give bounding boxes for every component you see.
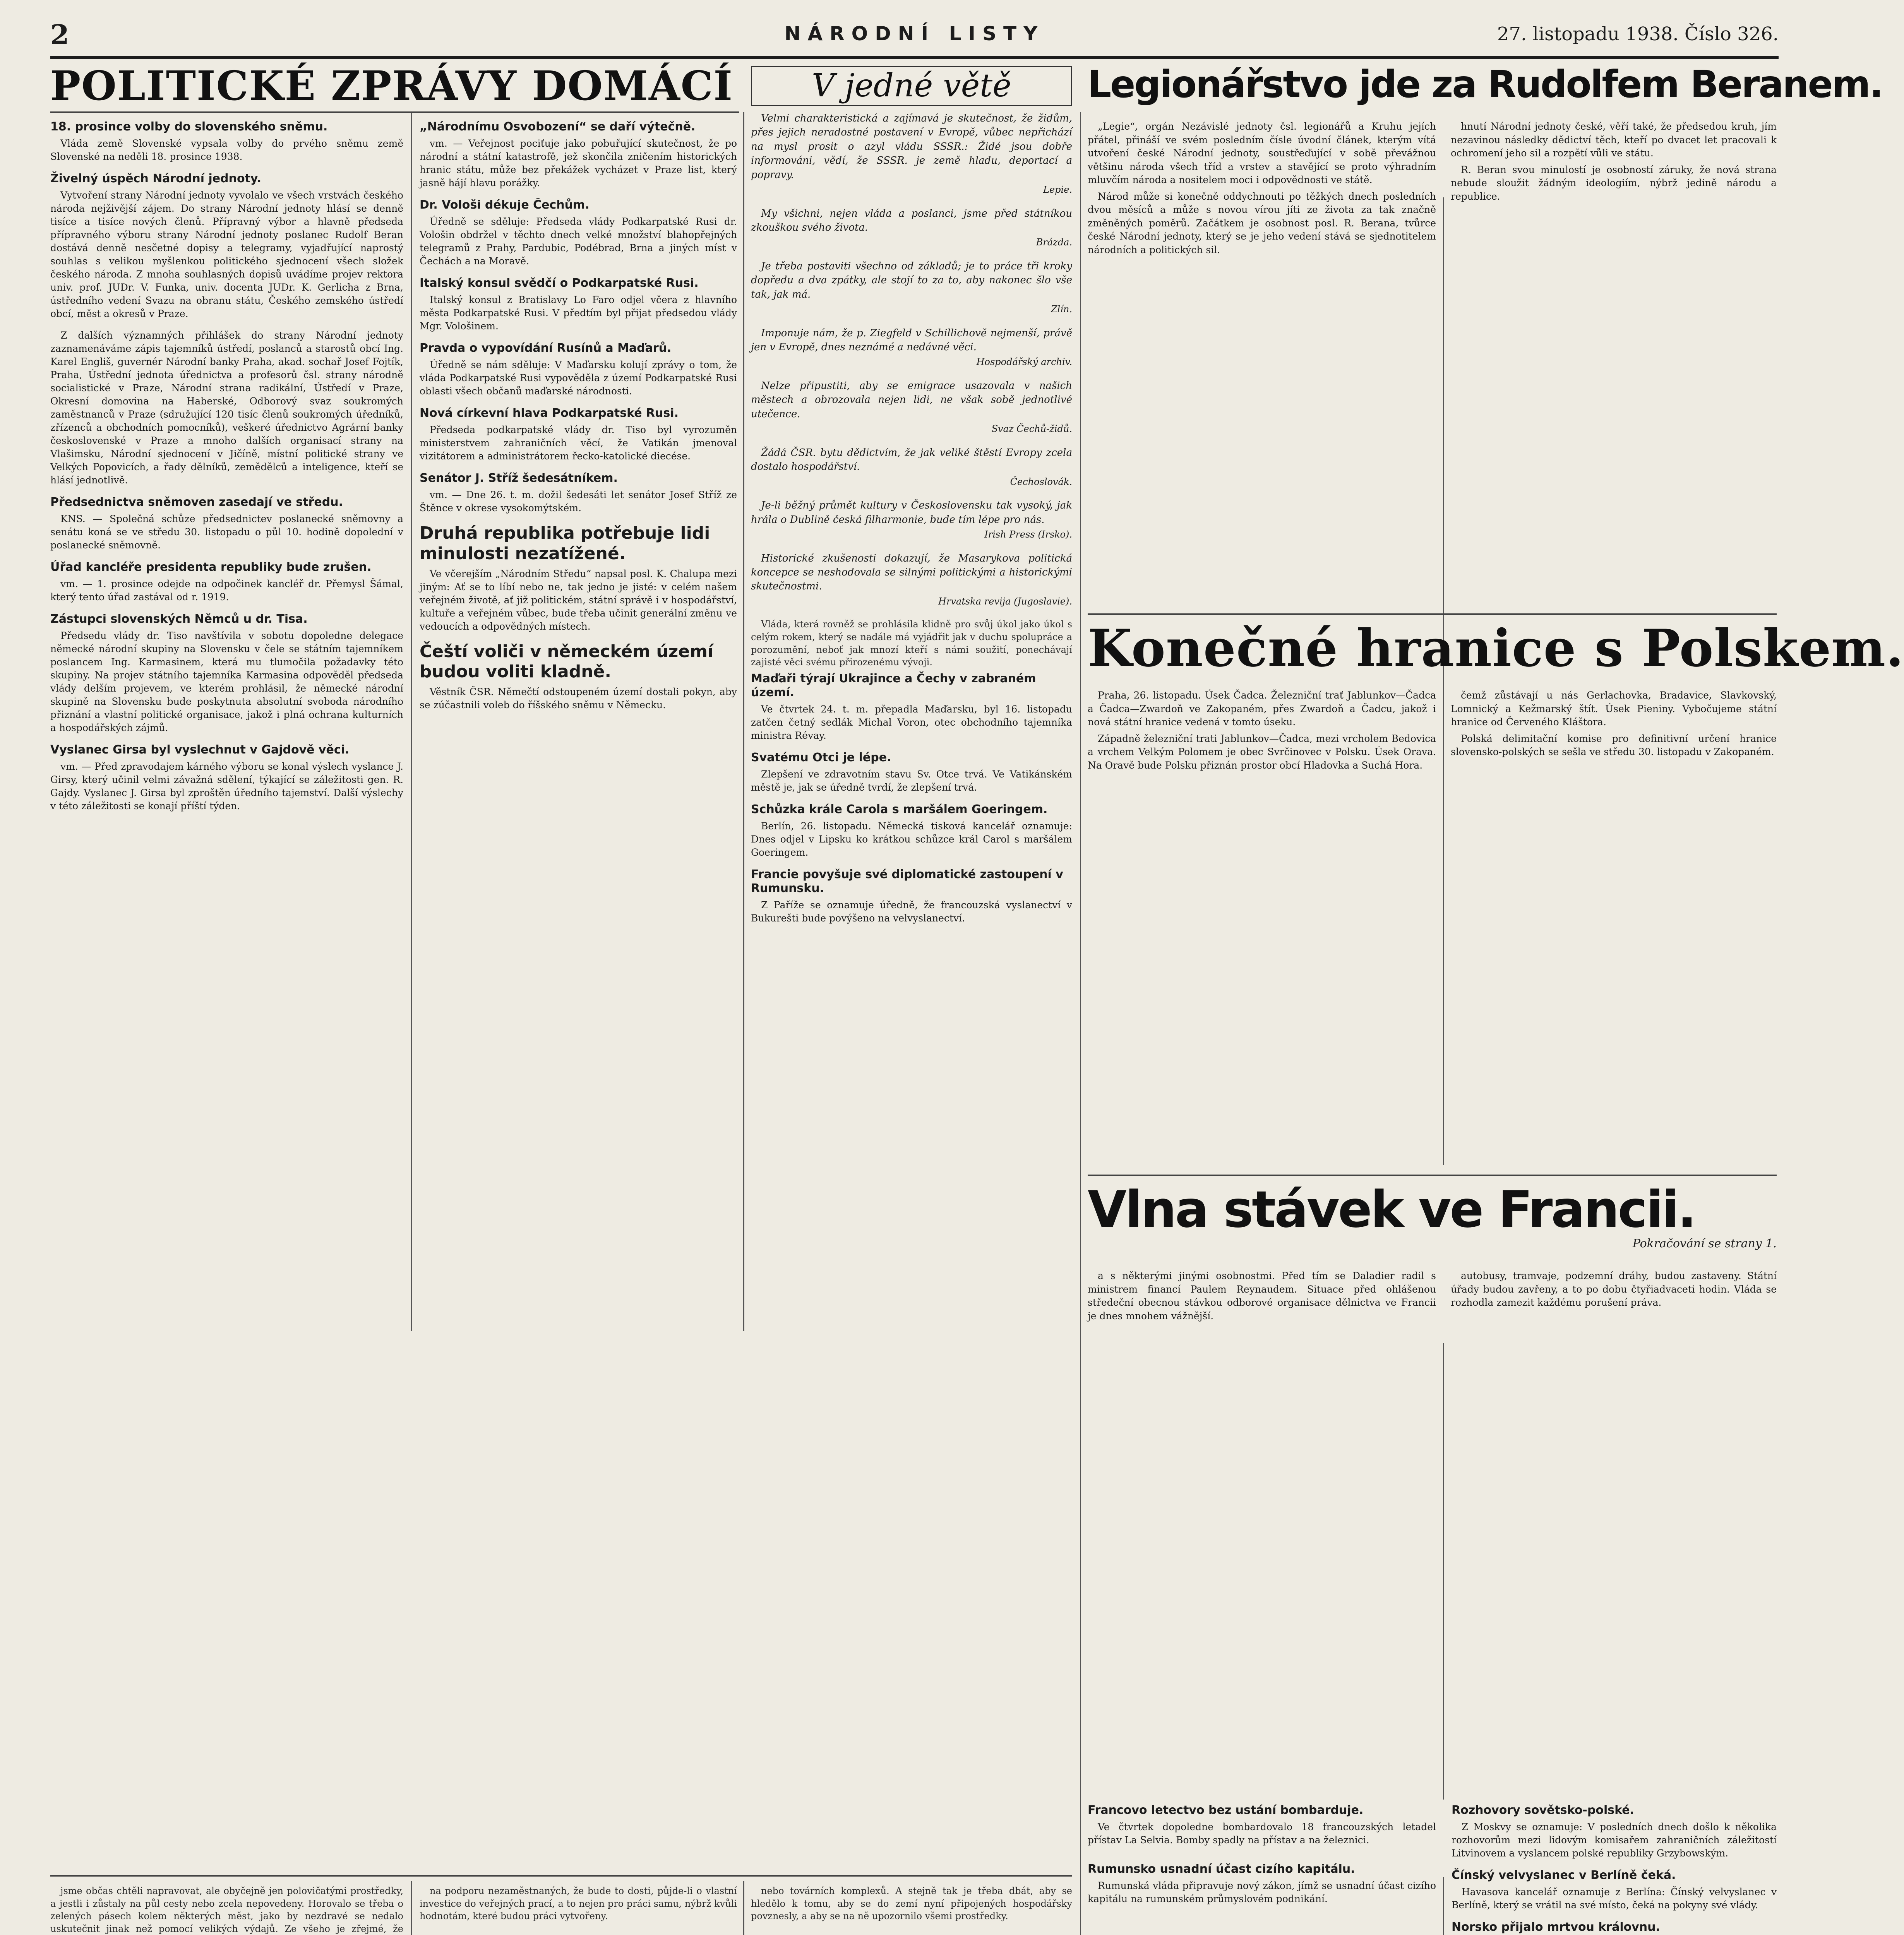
column-divider <box>743 112 744 1331</box>
strikes-article <box>1088 1180 1777 1800</box>
column-divider <box>743 1881 744 1935</box>
column-divider <box>1080 112 1081 1935</box>
article-title: „Národnímu Osvobození“ se daří výtečně. <box>420 120 696 134</box>
article-body: Předsedu vlády dr. Tiso navštívila v sobotu dopoledne delegace německé národní skupiny na Slovensku v čele se státním tajemníkem poslancem Ing. Karmasinem, která mu tlumočila požadavky této skupiny. Na projev státního tajemníka Karmasina odpověděl předseda vlády delším projevem, ve kterém prohlásil, že německé národní skupině na Slovensku bude poskytnuta absolutní svoboda národního přiznání a vlastní politické organisace, jakož i plná ochrana kulturních a hospodářských zájmů. <box>50 630 403 733</box>
article-title: Rumunsko usnadní účast cizího kapitálu. <box>1088 1862 1355 1876</box>
article-title: Francie povyšuje své diplomatické zastoupení v Rumunsku. <box>751 867 1063 895</box>
article-body: Berlín, 26. listopadu. Německá tisková kancelář oznamuje: Dnes odjel v Lipsku ko krátkou schůzce král Carol s maršálem Goeringem. <box>751 820 1072 858</box>
quote-item: Je třeba postaviti všechno od základů; je to práce tři kroky dopředu a dva zpátky, ale stojí to za to, aby nakonec šlo vše tak, jak má. <box>751 260 1072 300</box>
article-body: Věstník ČSR. Němečtí odstoupeném území dostali pokyn, aby se zúčastnili voleb do říšského sněmu v Německu. <box>420 686 737 711</box>
article-body: Z dalších významných přihlášek do strany Národní jednoty zaznamenáváme zápis tajemníků ústředí, poslanců a starostů obcí Ing. Karel Engliš, guvernér Národní banky Praha, akad. sochař Josef Fojtík, Praha, Ústřední jednota úřednictva a profesorů čsl. strany národně socialistické v Praze, Národní strana radikální, Ústředí v Praze, Okresní domovina na Haberské, Odborový svaz soukromých zaměstnanců v Praze (sdružující 120 tisíc členů soukromých úředníků, zřízenců a obchodních pomocníků), veškeré úřednictvo Agrární banky československé v Praze a mnoho dalších organisací strany na Vlašimsku, Národní sjednocení v Jičíně, místní politické strany ve Velkých Popovicích, a řady dělníků, zemědělců a inteligence, kteří se hlásí jednotlivě. <box>50 330 403 486</box>
quote-source: Zlín. <box>1051 304 1072 315</box>
quote-item: Historické zkušenosti dokazují, že Masarykova politická koncepce se neshodovala se silnými politickými a historickými skutečnostmi. <box>751 552 1072 592</box>
column-title: V jedné větě <box>812 67 1011 104</box>
right-lower-col-b <box>1452 1803 1777 1935</box>
column-2 <box>420 120 737 1331</box>
article-title: Italský konsul svědčí o Podkarpatské Rusi. <box>420 276 699 290</box>
quote-item: My všichni, nejen vláda a poslanci, jsme před státníkou zkouškou svého života. <box>751 207 1072 233</box>
article-title: Nová církevní hlava Podkarpatské Rusi. <box>420 406 679 420</box>
article-title: Zástupci slovenských Němců u dr. Tisa. <box>50 612 308 626</box>
article-body: Z Paříže se oznamuje úředně, že francouzská vyslanectví v Bukurešti bude povýšeno na velvyslanectví. <box>751 899 1072 924</box>
bottom-column-2: na podporu nezaměstnaných, že bude to dosti, půjde-li o vlastní investice do veřejných prací, a to nejen pro práci samu, nýbrž kvůli hodnotám, které budou práci vytvořeny. <box>420 1885 737 1922</box>
article-title: Svatému Otci je lépe. <box>751 750 891 764</box>
quote-source: Brázda. <box>1036 237 1072 248</box>
article-rule <box>1088 613 1777 615</box>
quote-source: Hospodářský archiv. <box>976 356 1072 368</box>
poland-article <box>1088 618 1904 1173</box>
column-divider <box>411 112 412 1331</box>
section-header <box>50 62 739 112</box>
article <box>420 471 737 515</box>
article-title: Maďaři týrají Ukrajince a Čechy v zabraném území. <box>751 671 1036 699</box>
poland-col-b: čemž zůstávají u nás Gerlachovka, Bradavice, Slavkovský, Lomnický a Kežmarský štít. Úsek Pieniny. Vybočujeme státní hranice od Červeného Kláštora. Polská delimitační komise pro definitivní určení hranice slovensko-polských se sešla ve středu 30. listopadu v Zakopaném. <box>1451 690 1777 757</box>
bottom-column-3: nebo továrních komplexů. A stejně tak je třeba dbát, aby se hledělo k tomu, aby se do zemí nyní připojených hospodářsky povznesly, a aby se na ně upozornilo všemi prostředky. <box>751 1885 1072 1922</box>
quote-source: Irish Press (Irsko). <box>984 529 1072 540</box>
article-title: Pravda o vypovídání Rusínů a Maďarů. <box>420 341 672 355</box>
section-title: POLITICKÉ ZPRÁVY DOMÁCÍ <box>50 62 733 110</box>
article <box>420 642 737 712</box>
article-rule <box>1088 1175 1777 1176</box>
article-title: Dr. Vološi dékuje Čechům. <box>420 198 590 212</box>
article <box>751 672 1072 742</box>
bottom-column-1: jsme občas chtěli napravovat, ale obyčejně jen polovičatými prostředky, a jestli i zůstaly na půl cesty nebo zcela nepovedeny. Horovalo se třeba o zelených pásech kolem některých měst, jako by nezdravé se nedalo uskutečnit jinak než pomocí velikých výdajů. Ze všeho je zřejmé, že <box>50 1885 403 1934</box>
article <box>50 120 403 163</box>
article-title: Čínský velvyslanec v Berlíně čeká. <box>1452 1868 1676 1882</box>
article-body: Ve včerejším „Národním Středu“ napsal posl. K. Chalupa mezi jiným: Ať se to líbí nebo ne, tak jedno je jisté: v celém našem veřejném životě, ať již politickém, státní správě i v hospodářství, kultuře a veřejném vůbec, bude třeba učinit generální změnu ve vedoucích a odpovědných místech. <box>420 568 737 632</box>
article-body: vm. — Před zpravodajem kárného výboru se konal výslech vyslance J. Girsy, který učinil velmi závažná sdělení, týkající se záležitosti gen. R. Gajdy. Vyslanec J. Girsa byl zproštěn úředního tajemství. Další výslechy v této záležitosti se konají příští týden. <box>50 761 403 812</box>
article-body: Rumunská vláda připravuje nový zákon, jímž se usnadní účast cizího kapitálu na rumunském průmyslovém podnikání. <box>1088 1880 1436 1904</box>
quote-list <box>751 111 1072 608</box>
article <box>50 495 403 552</box>
legion-article <box>1088 63 1883 611</box>
article <box>420 120 737 190</box>
article <box>50 329 403 487</box>
article <box>420 523 737 633</box>
issue-date: 27. listopadu 1938. Číslo 326. <box>1497 23 1779 45</box>
quote-source: Čechoslovák. <box>1010 476 1072 487</box>
article-title: Živelný úspěch Národní jednoty. <box>50 172 262 185</box>
strikes-col-b: autobusy, tramvaje, podzemní dráhy, budou zastaveny. Státní úřady budou zavřeny, a to po dobu čtyřiadvaceti hodin. Vláda se rozhodla zamezit každému porušení práva. <box>1451 1270 1777 1308</box>
article <box>1088 1803 1436 1847</box>
article <box>1452 1803 1777 1860</box>
quote-source: Hrvatska revija (Jugoslavie). <box>938 596 1072 607</box>
article-title: Schůzka krále Carola s maršálem Goeringem. <box>751 802 1048 816</box>
article <box>751 751 1072 794</box>
strikes-col-a: a s některými jinými osobnostmi. Před tím se Daladier radil s ministrem financí Paulem Reynaudem. Situace před ohlášenou středeční obecnou stávkou odborové organisace dělnictva ve Francii je dnes mnohem vážnější. <box>1088 1270 1436 1322</box>
article-title: Úřad kancléře presidenta republiky bude zrušen. <box>50 560 372 574</box>
page-number: 2 <box>50 19 69 51</box>
article <box>50 172 403 320</box>
section-rule <box>50 111 739 113</box>
masthead-rule <box>50 56 1779 59</box>
continuation-text: Vláda, která rovněž se prohlásila klidně pro svůj úkol jako úkol s celým rokem, který se nadále má vyjádřit jak v duchu spolupráce a porozumění, neboť jak mnozí kteří s námi soužití, ponechávají zajisté věci svému přirozenému vývoji. <box>751 619 1072 668</box>
quote-source: Svaz Čechů-židů. <box>991 423 1072 435</box>
article <box>50 612 403 735</box>
article-title: 18. prosince volby do slovenského sněmu. <box>50 120 328 134</box>
article <box>1088 1862 1436 1906</box>
column-3 <box>751 66 1072 1331</box>
article <box>420 341 737 398</box>
article-title: Norsko přijalo mrtvou královnu. <box>1452 1920 1660 1934</box>
masthead <box>50 19 1779 61</box>
quote-item: Imponuje nám, že p. Ziegfeld v Schillichově nejmenší, právě jen v Evropě, dnes neznámé a nedávné věci. <box>751 327 1072 353</box>
article-title: Rozhovory sovětsko-polské. <box>1452 1803 1634 1817</box>
article-body: Vláda země Slovenské vypsala volby do prvého sněmu země Slovenské na neděli 18. prosince 1938. <box>50 138 403 162</box>
poland-col-a: Praha, 26. listopadu. Úsek Čadca. Železniční trať Jablunkov—Čadca a Čadca—Zwardoň ve Zakopaném, přes Zwardoň a Čadcu, jakož i nová státní hranice vedená v tomto úseku. Západně železniční trati Jablunkov—Čadca, mezi vrcholem Bedovica a vrchem Velkým Polomem je obec Svrčinovec v Polsku. Úsek Orava. Na Oravě bude Polsku přiznán prostor obcí Hladovka a Suchá Hora. <box>1088 690 1436 771</box>
legion-col-a: „Legie“, orgán Nezávislé jednoty čsl. legionářů a Kruhu jejích přátel, přináší ve svém posledním čísle úvodní článek, kterým vítá utvoření české Národní jednoty, soustřeďující v sobě převážnou většinu národa všech tříd a vrstev a stavějící se proto výhradním mluvčím národa a nositelem moci i odpovědnosti ve státě. Národ může si konečně oddychnouti po těžkých dnech posledních dvou měsíců a může s novou vírou jíti ze života za tak značně změněných poměrů. Začátkem je osobnost posl. R. Berana, tvůrce české Národní jednoty, který se je jeho vedení stává se sjednotitelem národních a politických sil. <box>1088 121 1436 255</box>
article-body: Z Moskvy se oznamuje: V posledních dnech došlo k několika rozhovorům mezi lidovým komisařem zahraničních záležitostí Litvinovem a vyslancem polské republiky Grzybowským. <box>1452 1821 1777 1859</box>
article-body: KNS. — Společná schůze předsednictev poslanecké sněmovny a senátu koná se ve středu 30. listopadu o půl 10. hodině dopolední v poslanecké sněmovně. <box>50 513 403 551</box>
column-header-box <box>751 66 1072 106</box>
article-title: Senátor J. Stříž šedesátníkem. <box>420 471 618 485</box>
article <box>420 406 737 463</box>
article-body: Ve čtvrtek dopoledne bombardovalo 18 francouzských letadel přístav La Selvia. Bomby spadly na přístav a na železnici. <box>1088 1821 1436 1846</box>
quote-source: Lepie. <box>1043 184 1072 195</box>
quote-item: Nelze připustiti, aby se emigrace usazovala v našich městech a obrozovala nejen lidi, ne však sobě jednotlivé utečence. <box>751 380 1072 420</box>
article-body: Úředně se nám sděluje: V Maďarsku kolují zprávy o tom, že vláda Podkarpatské Rusi vypověděla z území Podkarpatské Rusi oblasti všech občanů maďarské národnosti. <box>420 359 737 397</box>
legion-title: Legionářstvo jde za Rudolfem Beranem. <box>1088 63 1883 106</box>
article-title: Francovo letectvo bez ustání bombarduje. <box>1088 1803 1364 1817</box>
article-body: Úředně se sděluje: Předseda vlády Podkarpatské Rusi dr. Vološin obdržel v těchto dnech velké množství blahopřejných telegramů z Prahy, Pardubic, Podébrad, Brna a jiných míst v Čechách a na Moravě. <box>420 216 737 267</box>
poland-title: Konečné hranice s Polskem. <box>1088 618 1904 678</box>
quote-item: Je-li běžný průmět kultury v Československu tak vysoký, jak hrála o Dublině česká filharmonie, bude tím lépe pro nás. <box>751 500 1072 526</box>
quote-item: Velmi charakteristická a zajímavá je skutečnost, že židům, přes jejich neradostné postavení v Evropě, vůbec nepřichází na mysl prosit o azyl vládu SSSR.: Židé jsou dobře informováni, vědí, že SSSR. je země hladu, deportací a popravy. <box>751 113 1072 181</box>
article-body: Ve čtvrtek 24. t. m. přepadla Maďarsku, byl 16. listopadu zatčen četný sedlák Michal Voron, otec obchodního tajemníka ministra Révay. <box>751 703 1072 741</box>
article-body: vm. — Veřejnost pociťuje jako pobuřující skutečnost, že po národní a státní katastrofě, jež skončila zničením historických hranic státu, může bez překážek vycházet v Praze list, který jasně hájí hlavu porážky. <box>420 138 737 188</box>
column-1 <box>50 120 403 1331</box>
article <box>1452 1920 1777 1935</box>
article-body: vm. — Dne 26. t. m. dožil šedesáti let senátor Josef Stříž ze Štěnce v okrese vysokomýtském. <box>420 489 737 514</box>
column-divider <box>411 1881 412 1935</box>
article <box>1452 1868 1777 1912</box>
article <box>420 276 737 333</box>
article <box>50 560 403 604</box>
right-lower-col-a <box>1088 1803 1436 1935</box>
article <box>420 198 737 268</box>
paper-title: NÁRODNÍ LISTY <box>784 22 1045 45</box>
legion-col-b: hnutí Národní jednoty české, věří také, že předsedou kruh, jím nezavinou následky dědictví těch, kteří po dvacet let pracovali k ochromení jeho sil a rozpětí vůli ve státu. R. Beran svou minulostí je osobností záruky, že nová strana nebude sloužit žádným ideologiím, nýbrž jedině národu a republice. <box>1451 121 1777 202</box>
article-title: Předsednictva sněmoven zasedají ve středu. <box>50 495 343 509</box>
article-body: vm. — 1. prosince odejde na odpočinek kancléř dr. Přemysl Šámal, který tento úřad zastával od r. 1919. <box>50 578 403 603</box>
article <box>50 743 403 813</box>
article <box>751 868 1072 925</box>
article-title: Vyslanec Girsa byl vyslechnut v Gajdově věci. <box>50 743 350 757</box>
article <box>751 803 1072 859</box>
article-body: Italský konsul z Bratislavy Lo Faro odjel včera z hlavního města Podkarpatské Rusi. V předtím byl přijat předsedou vlády Mgr. Vološinem. <box>420 294 737 332</box>
article-body: Předseda podkarpatské vlády dr. Tiso byl vyrozuměn ministerstvem zahraničních věcí, že Vatikán jmenoval vizitátorem a administrátorem řecko-katolické diecése. <box>420 424 737 462</box>
strikes-title: Vlna stávek ve Francii. <box>1088 1180 1695 1239</box>
article-body: Vytvoření strany Národní jednoty vyvolalo ve všech vrstvách českého národa nejživější zájem. Do strany Národní jednoty hlásí se denně tisíce a tisíce nových členů. Přípravný výbor a hlavně předseda přípravného výboru strany Národní jednoty poslanec Rudolf Beran dostává denně nesčetné dopisy a telegramy, vyjadřující naprostý souhlas s velikou myšlenkou politického sjednocení všech složek českého národa. Z mnoha souhlasných dopisů uvádíme projev rektora univ. prof. JUDr. V. Funka, univ. docenta JUDr. K. Gerlicha z Brna, ústředního vedení Svazu na obranu státu, Českého zemského ústředí obcí, měst a okresů v Praze. <box>50 190 403 319</box>
quote-item: Žádá ČSR. bytu dědictvím, že jak veliké štěstí Evropy zcela dostalo hospodářství. <box>751 447 1072 473</box>
strikes-subhead: Pokračování se strany 1. <box>1632 1237 1777 1250</box>
bottom-band-rule <box>50 1875 1072 1877</box>
article-title: Druhá republika potřebuje lidi minulosti nezatížené. <box>420 523 710 563</box>
article-title: Čeští voliči v německém území budou voliti kladně. <box>420 641 714 682</box>
column-divider <box>1443 1877 1444 1935</box>
article-body: Zlepšení ve zdravotním stavu Sv. Otce trvá. Ve Vatikánském městě je, jak se úředně tvrdí, že zlepšení trvá. <box>751 768 1072 793</box>
article-body: Havasova kancelář oznamuje z Berlína: Čínský velvyslanec v Berlíně, který se vrátil na své místo, čeká na pokyny své vlády. <box>1452 1886 1777 1911</box>
